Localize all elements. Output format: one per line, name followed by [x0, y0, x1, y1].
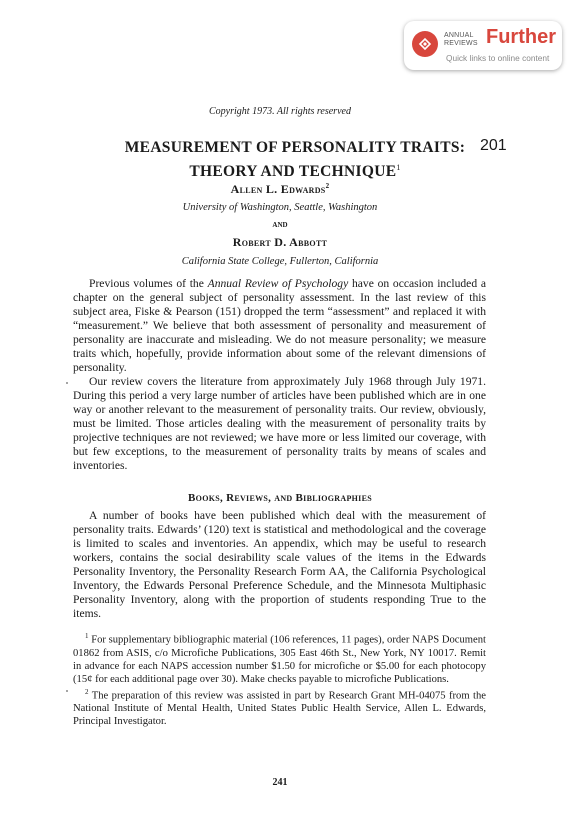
author-1-affiliation: University of Washington, Seattle, Washington — [182, 202, 378, 213]
intro-section — [73, 277, 486, 473]
footnotes — [73, 630, 486, 728]
paragraph-2: Our review covers the literature from approximately July 1968 through July 1971. During this period a very large number of articles have been published which are in one way or another relevant to the measurement of personality traits. Our review, obviously, must be limited. Those articles dealing with the measurement of personality traits by projective techniques are not reviewed; we have more or less limited our coverage, with but few exceptions, to the measurement of personality traits by means of scales and inventories. — [73, 375, 486, 472]
badge-subtitle: Quick links to online content — [446, 53, 550, 63]
copyright-notice: Copyright 1973. All rights reserved — [209, 106, 351, 117]
author-1-name-text: Allen L. Edwards — [230, 182, 326, 196]
author-2-name: Robert D. Abbott — [232, 235, 328, 249]
badge-brand — [444, 32, 478, 48]
paragraph-1 — [73, 277, 486, 375]
margin-mark — [66, 690, 68, 692]
badge-brand-bottom: REVIEWS — [444, 40, 478, 47]
paragraph-1-rest: have on occasion included a chapter on the general subject of personality assessment. In the last review of this subject area, Fiske & Pearson (151) dropped the term “assessment” and replaced it with “measurement.” We believe that both assessment of personality and measurement of personality are inaccurate and misleading. We do not measure personality; we measure traits which, hopefully, provide information about some of the relevant dimensions of personality. — [73, 277, 486, 374]
further-badge[interactable] — [404, 21, 562, 70]
author-2-affiliation: California State College, Fullerton, California — [181, 256, 379, 267]
badge-further-label: Further — [486, 26, 556, 48]
paragraph-1-start: Previous volumes of the — [89, 277, 208, 290]
title-line-2 — [80, 158, 510, 182]
footnote-2 — [73, 686, 486, 729]
books-section — [73, 509, 486, 621]
footnote-1-mark: 1 — [85, 632, 89, 640]
annual-reviews-logo-icon — [412, 31, 438, 57]
author-1-name — [0, 182, 560, 197]
folio-page-number: 241 — [272, 777, 288, 788]
title-line-1: MEASUREMENT OF PERSONALITY TRAITS: — [124, 139, 466, 156]
journal-name: Annual Review of Psychology — [207, 277, 349, 290]
title-footnote-mark: 1 — [396, 163, 401, 172]
footnote-2-mark: 2 — [85, 687, 89, 696]
footnote-1 — [73, 630, 486, 686]
paragraph-3: A number of books have been published which deal with the measurement of personality traits. Edwards’ (120) text is statistical and methodological and the coverage is limited to scales and inventories. An appendix, which may be useful to research workers, contains the social desirability scale values of the items in the Edwards Personality Inventory, the Personality Research Form AA, the California Psychological Inventory, the Edwards Personal Preference Schedule, and the Minnesota Multiphasic Personality Inventory, along with the proportion of students responding True to the items. — [73, 509, 486, 620]
page-number: 201 — [480, 137, 507, 154]
margin-mark — [66, 382, 68, 384]
article-title — [80, 138, 510, 182]
footnote-1-text: For supplementary bibliographic material (106 references, 11 pages), order NAPS Document 01862 from ASIS, c/o Microfiche Publications, 305 East 46th St., New York, NY 10017. Remit in advance for each NAPS accession number $1.50 for microfiche or $5.00 for each photocopy (15¢ for each additional page over 30). Make checks payable to microfiche Publications. — [73, 634, 486, 685]
title-line-2-text: THEORY AND TECHNIQUE — [189, 163, 397, 181]
section-heading: Books, Reviews, and Bibliographies — [188, 492, 372, 504]
footnote-2-text: The preparation of this review was assisted in part by Research Grant MH-04075 from the National Institute of Mental Health, United States Public Health Service, Allen L. Edwards, Principal Investigator. — [73, 690, 486, 728]
author-conjunction: and — [272, 220, 288, 230]
author-1-footnote-mark: 2 — [325, 182, 330, 190]
badge-brand-top: ANNUAL — [444, 32, 474, 39]
